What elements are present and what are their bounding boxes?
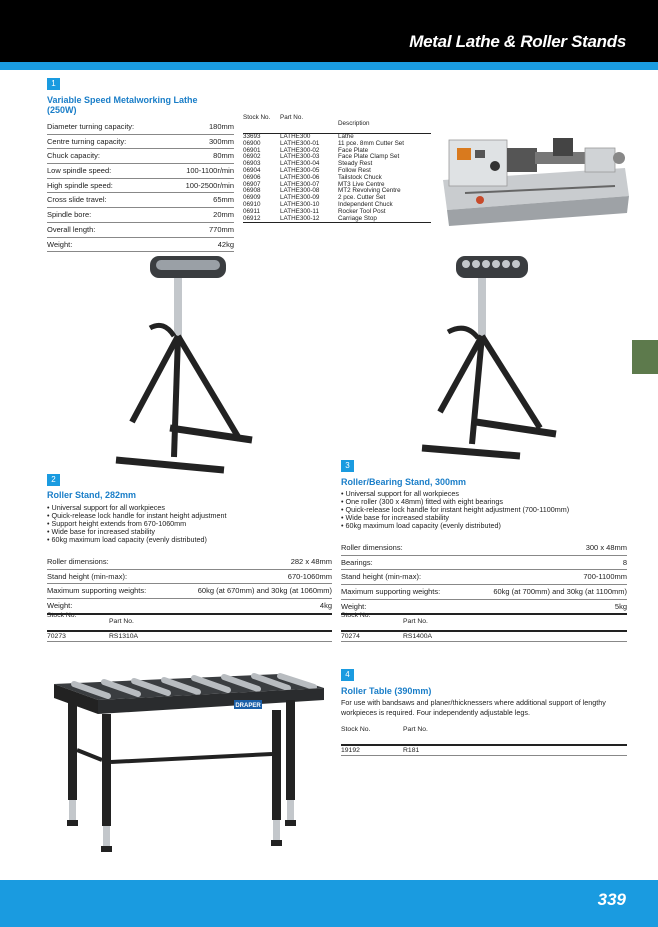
parts-stock: 06900	[243, 139, 261, 147]
parts-stock: 06909	[243, 194, 261, 202]
spec-row	[47, 208, 234, 223]
parts-row	[243, 154, 431, 161]
spec-value: 8	[622, 557, 627, 567]
spec-value: 20mm	[213, 210, 234, 220]
spec-row	[47, 120, 234, 135]
spec-label: Diameter turning capacity:	[47, 122, 135, 131]
spec-label: Maximum supporting weights:	[47, 586, 147, 596]
roller-table-image	[48, 670, 330, 862]
brand-plate-text: DRAPER	[235, 703, 261, 709]
parts-stock: 06912	[243, 214, 261, 222]
bearing-stand-features	[341, 490, 627, 530]
parts-row	[243, 182, 431, 189]
parts-stock: 33693	[243, 133, 261, 140]
product-badge-2: 2	[47, 474, 60, 486]
parts-row	[243, 216, 431, 224]
roller-table-order-table	[341, 726, 627, 756]
spec-label: Chuck capacity:	[47, 151, 100, 161]
roller-stand-image	[112, 252, 262, 474]
spec-value: 42kg	[217, 239, 234, 249]
spec-value: 65mm	[213, 195, 234, 205]
product-badge-4: 4	[341, 669, 354, 681]
spec-label: Centre turning capacity:	[47, 136, 127, 146]
spec-value: 60kg (at 700mm) and 30kg (at 1100mm)	[493, 587, 627, 597]
feature-item: • Quick-release lock handle for instant height adjustment	[47, 512, 332, 520]
spec-label: Weight:	[47, 239, 73, 249]
parts-body	[243, 134, 431, 223]
parts-desc: 11 pce. 8mm Cutter Set	[338, 139, 405, 147]
spec-row	[47, 223, 234, 238]
order-header: Stock No. Part No.	[341, 612, 627, 632]
spec-label: Overall length:	[47, 224, 96, 234]
spec-value: 5kg	[614, 601, 627, 611]
parts-desc: MT2 Revolving Centre	[338, 187, 401, 195]
bearing-stand-spec-table	[341, 541, 627, 615]
spec-value: 670-1060mm	[287, 571, 332, 581]
parts-row	[243, 195, 431, 202]
spec-value: 100-2500r/min	[185, 180, 234, 190]
spec-value: 770mm	[208, 224, 234, 234]
order-header: Stock No. Part No.	[341, 726, 627, 746]
feature-item: • Wide base for increased stability	[47, 528, 332, 536]
feature-item: • One roller (300 x 48mm) fitted with eight bearings	[341, 498, 627, 506]
bearing-stand-order-table	[341, 612, 627, 642]
section-tab[interactable]	[632, 340, 658, 374]
parts-stock: 06904	[243, 166, 261, 174]
spec-row	[47, 555, 332, 570]
parts-row	[243, 161, 431, 168]
footer-bar	[0, 880, 658, 927]
parts-desc: Face Plate	[338, 146, 369, 154]
spec-label: Stand height (min-max):	[47, 571, 128, 581]
page-number: 339	[597, 890, 626, 909]
parts-stock: 06906	[243, 173, 261, 181]
feature-item: • 60kg maximum load capacity (evenly distributed)	[341, 522, 627, 530]
spec-label: Weight:	[341, 601, 367, 611]
parts-row	[243, 209, 431, 216]
feature-item: • Universal support for all workpieces	[47, 504, 332, 512]
spec-value: 300mm	[208, 136, 234, 146]
parts-desc: MT3 Live Centre	[338, 180, 385, 188]
roller-stand-title: Roller Stand, 282mm	[47, 490, 137, 500]
parts-row	[243, 141, 431, 148]
order-row: 70273 RS1310A	[47, 632, 332, 642]
spec-row	[47, 149, 234, 164]
spec-label: Spindle bore:	[47, 210, 92, 220]
parts-stock: 06907	[243, 180, 261, 188]
parts-desc: Independent Chuck	[338, 200, 393, 208]
parts-part: LATHE300-03	[280, 153, 320, 161]
spec-value: 60kg (at 670mm) and 30kg (at 1060mm)	[197, 586, 332, 596]
parts-desc: 2 pce. Cutter Set	[338, 194, 386, 202]
parts-part: LATHE300	[280, 133, 311, 140]
bearing-stand-image	[420, 252, 570, 460]
parts-part: LATHE300-11	[280, 207, 319, 215]
spec-row	[47, 135, 234, 150]
parts-header-row: Stock No. Part No. Description	[243, 115, 431, 134]
spec-row	[341, 570, 627, 585]
lathe-parts-table	[243, 115, 431, 223]
spec-value: 100-1100r/min	[186, 166, 234, 176]
parts-part: LATHE300-04	[280, 160, 320, 168]
spec-label: Low spindle speed:	[47, 166, 112, 176]
spec-value: 300 x 48mm	[585, 543, 627, 552]
parts-part: LATHE300-02	[280, 146, 320, 154]
spec-label: Stand height (min-max):	[341, 572, 422, 582]
spec-value: 180mm	[208, 122, 234, 131]
spec-value: 282 x 48mm	[290, 557, 332, 566]
parts-part: LATHE300-01	[280, 139, 320, 147]
parts-part: LATHE300-12	[280, 214, 320, 222]
parts-part: LATHE300-05	[280, 166, 320, 174]
roller-table-description: For use with bandsaws and planer/thicknessers where additional support of lengthy workpieces is required. Four independently adjustable legs.	[341, 698, 606, 717]
parts-desc: Steady Rest	[338, 160, 373, 168]
order-header: Stock No. Part No.	[47, 612, 332, 632]
product-badge-1: 1	[47, 78, 60, 90]
parts-desc: Tailstock Chuck	[338, 173, 382, 181]
parts-stock: 06901	[243, 146, 261, 154]
parts-part: LATHE300-10	[280, 200, 320, 208]
spec-label: Weight:	[47, 601, 73, 611]
spec-row	[47, 193, 234, 208]
feature-item: • Wide base for increased stability	[341, 514, 627, 522]
lathe-title: Variable Speed Metalworking Lathe (250W)	[47, 95, 198, 115]
feature-item: • 60kg maximum load capacity (evenly distributed)	[47, 536, 332, 544]
spec-label: Roller dimensions:	[47, 557, 109, 566]
parts-part: LATHE300-08	[280, 187, 320, 195]
parts-row	[243, 188, 431, 195]
header-bar	[0, 0, 658, 62]
spec-row	[47, 584, 332, 599]
parts-part: LATHE300-09	[280, 194, 320, 202]
parts-row	[243, 202, 431, 209]
parts-stock: 06902	[243, 153, 261, 161]
parts-row	[243, 168, 431, 175]
header-accent-stripe	[0, 62, 658, 70]
parts-stock: 06903	[243, 160, 261, 168]
feature-item: • Quick-release lock handle for instant height adjustment (700-1100mm)	[341, 506, 627, 514]
bearing-stand-title: Roller/Bearing Stand, 300mm	[341, 477, 467, 487]
spec-label: Cross slide travel:	[47, 195, 107, 205]
feature-item: • Universal support for all workpieces	[341, 490, 627, 498]
lathe-spec-table	[47, 120, 234, 252]
parts-part: LATHE300-07	[280, 180, 320, 188]
parts-row	[243, 148, 431, 155]
parts-desc: Follow Rest	[338, 166, 371, 174]
spec-row	[47, 238, 234, 253]
roller-stand-spec-table	[47, 555, 332, 615]
feature-item: • Support height extends from 670-1060mm	[47, 520, 332, 528]
spec-label: Bearings:	[341, 557, 373, 567]
spec-value: 4kg	[319, 601, 332, 611]
lathe-image	[435, 118, 635, 230]
spec-value: 80mm	[213, 151, 234, 161]
roller-stand-features	[47, 504, 332, 544]
parts-desc: Face Plate Clamp Set	[338, 153, 400, 161]
spec-row	[47, 179, 234, 194]
spec-label: High spindle speed:	[47, 180, 113, 190]
page-title: Metal Lathe & Roller Stands	[409, 32, 626, 51]
spec-row	[341, 541, 627, 556]
spec-row	[341, 556, 627, 571]
parts-row	[243, 175, 431, 182]
parts-stock: 06910	[243, 200, 261, 208]
spec-value: 700-1100mm	[583, 572, 627, 582]
parts-desc: Carriage Stop	[338, 214, 377, 222]
spec-label: Roller dimensions:	[341, 543, 403, 552]
parts-stock: 06911	[243, 207, 261, 215]
parts-desc: Rocker Tool Post	[338, 207, 386, 215]
roller-stand-order-table	[47, 612, 332, 642]
order-row: 19192 R181	[341, 746, 627, 756]
spec-label: Maximum supporting weights:	[341, 587, 441, 597]
parts-desc: Lathe	[338, 133, 354, 140]
spec-row	[341, 585, 627, 600]
roller-table-title: Roller Table (390mm)	[341, 686, 432, 696]
order-row: 70274 RS1400A	[341, 632, 627, 642]
spec-row	[47, 570, 332, 585]
parts-stock: 06908	[243, 187, 261, 195]
spec-row	[47, 164, 234, 179]
product-badge-3: 3	[341, 460, 354, 472]
parts-part: LATHE300-06	[280, 173, 320, 181]
